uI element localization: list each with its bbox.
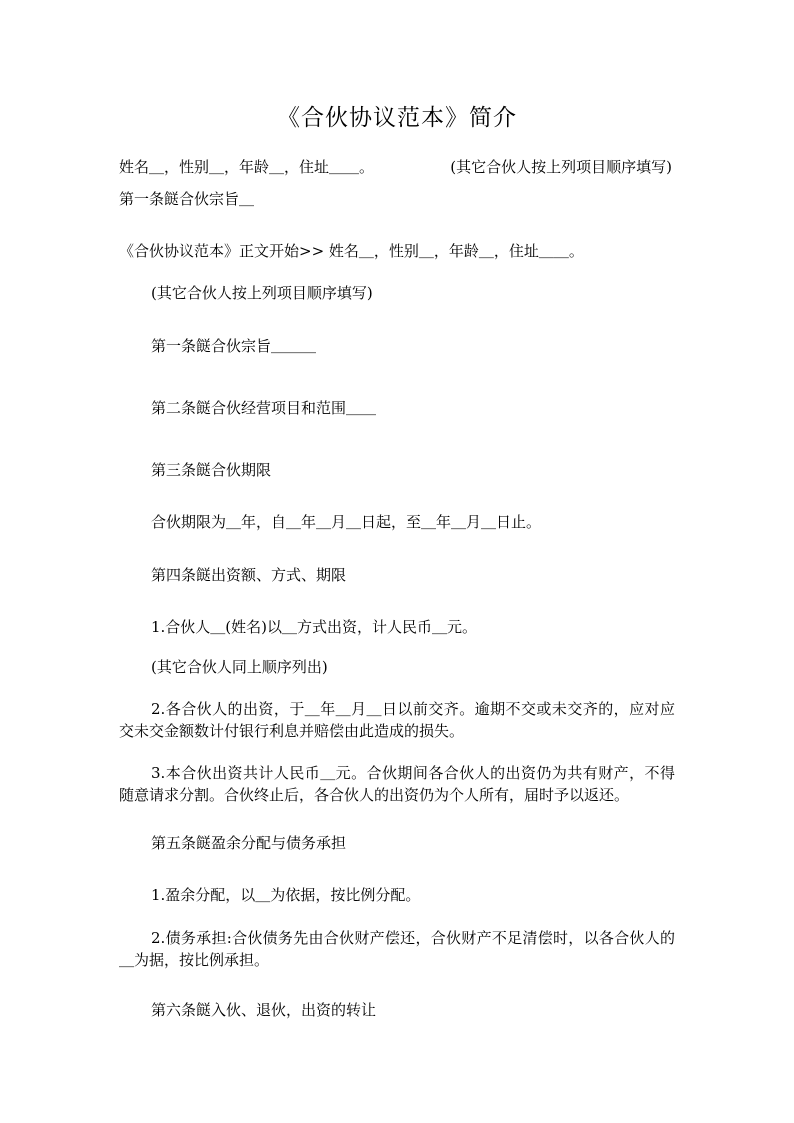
- article-4-heading: 第四条餸出资额、方式、期限: [151, 566, 347, 584]
- clause-4-1: 1.合伙人＿(姓名)以＿方式出资，计人民币＿元。: [151, 618, 478, 636]
- same-order-note: (其它合伙人同上顺序列出): [151, 658, 328, 676]
- intro-line: 姓名＿，性别＿，年龄＿，住址＿＿。: [119, 158, 375, 176]
- clause-4-2: 2.各合伙人的出资，于＿年＿月＿日以前交齐。逾期不交或未交齐的，应对应交未交金额数计付银行利息并赔偿由此造成的损失。: [119, 700, 675, 740]
- clause-4-3: 3.本合伙出资共计人民币＿元。合伙期间各合伙人的出资仍为共有财产，不得随意请求分割。合伙终止后，各合伙人的出资仍为个人所有，届时予以返还。: [119, 764, 675, 804]
- article-1-heading: 第一条餸合伙宗旨＿＿＿: [151, 337, 317, 355]
- intro-article-1: 第一条餸合伙宗旨＿: [119, 190, 255, 208]
- document-title: 《合伙协议范本》简介: [277, 105, 517, 131]
- term-clause: 合伙期限为＿年，自＿年＿月＿日起，至＿年＿月＿日止。: [151, 513, 542, 531]
- article-5-heading: 第五条餸盈余分配与债务承担: [151, 834, 347, 852]
- fill-order-note: (其它合伙人按上列项目顺序填写): [151, 284, 373, 302]
- clause-5-1: 1.盈余分配，以＿为依据，按比例分配。: [151, 886, 421, 904]
- article-2-heading: 第二条餸合伙经营项目和范围＿＿: [151, 399, 377, 417]
- body-start-line: 《合伙协议范本》正文开始>> 姓名＿，性别＿，年龄＿，住址＿＿。: [119, 242, 584, 260]
- article-6-heading: 第六条餸入伙、退伙，出资的转让: [151, 1001, 377, 1019]
- clause-5-2: 2.债务承担:合伙债务先由合伙财产偿还，合伙财产不足清偿时，以各合伙人的＿为据，按比例承担。: [119, 929, 675, 969]
- article-3-heading: 第三条餸合伙期限: [151, 461, 272, 479]
- intro-note: (其它合伙人按上列项目顺序填写): [450, 158, 672, 176]
